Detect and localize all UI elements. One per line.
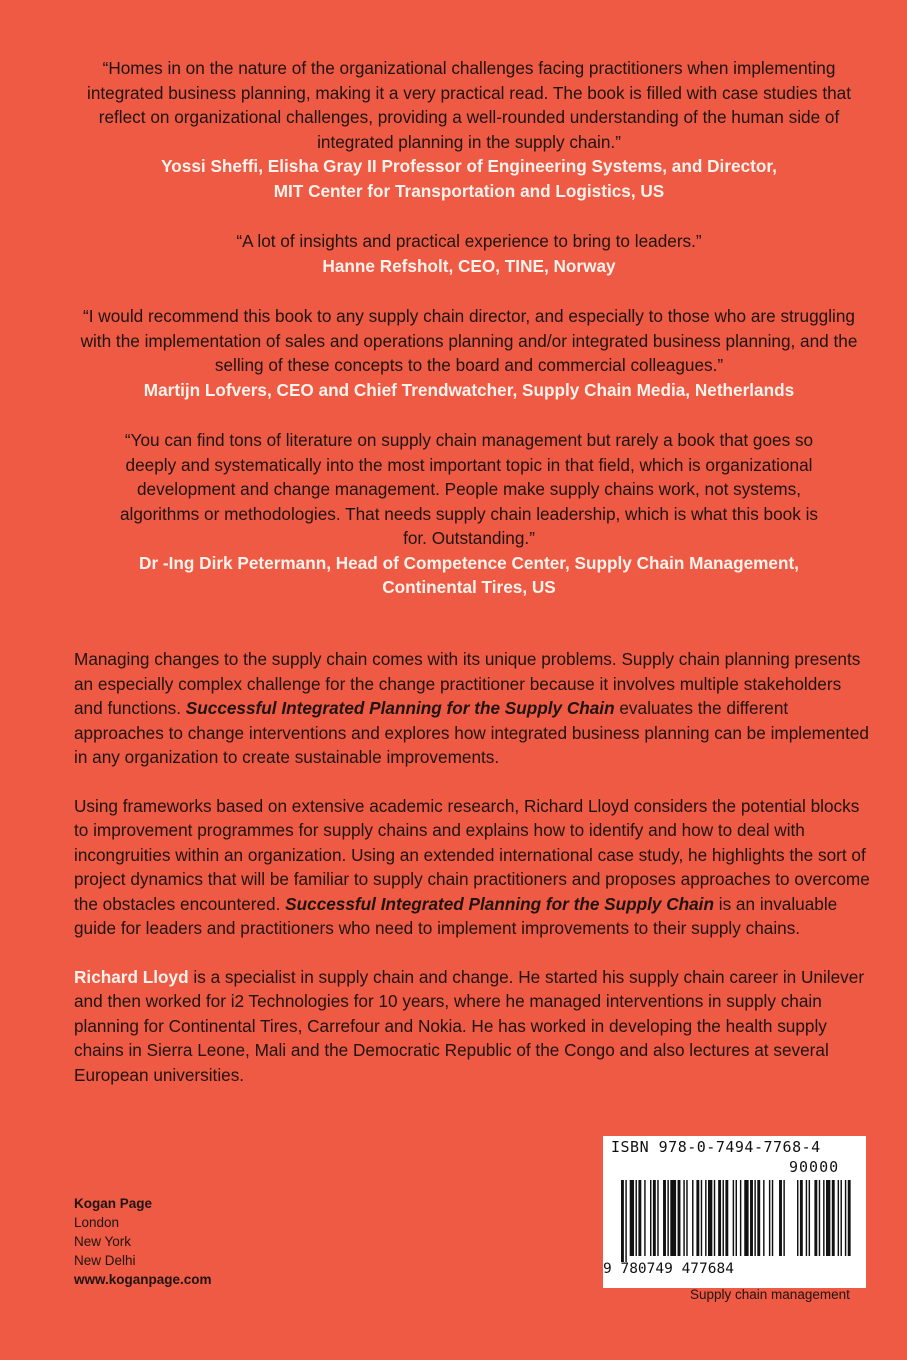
publisher-city: New Delhi — [74, 1253, 136, 1268]
book-title: Successful Integrated Planning for the Supply Chain — [185, 698, 615, 718]
endorsement — [66, 229, 872, 278]
book-title: Successful Integrated Planning for the Supply Chain — [285, 893, 714, 914]
isbn-barcode — [603, 1136, 866, 1288]
description-text: Managing changes to the supply chain comes with its unique problems. Supply chain planning presents an especially complex challenge for the change practitioner because it involves multiple stakeholders and functions. — [74, 649, 861, 718]
author-bio-text: is a specialist in supply chain and change. He started his supply chain career in Unilever and then worked for i2 Technologies for 10 years, where he managed interventions in supply chain planning for Continental Tires, Carrefour and Nokia. He has worked in developing the health supply chains in Sierra Leone, Mali and the Democratic Republic of the Congo and also lectures at several European universities. — [74, 966, 865, 1085]
endorsement-author: Dr -Ing Dirk Petermann, Head of Competence Center, Supply Chain Management, Continental Tires, US — [139, 552, 799, 597]
description-paragraph — [74, 794, 874, 941]
endorsement-text: “Homes in on the nature of the organizational challenges facing practitioners when implementing integrated business planning, making it a very practical read. The book is filled with case studies that reflect on organizational challenges, providing a well-rounded understanding of the human side of integrated planning in the supply chain.” — [87, 58, 851, 152]
endorsement-author: Martijn Lofvers, CEO and Chief Trendwatcher, Supply Chain Media, Netherlands — [143, 379, 795, 400]
subject-category: Supply chain management — [690, 1287, 850, 1302]
description-text: Using frameworks based on extensive academic research, Richard Lloyd considers the potential blocks to improvement programmes for supply chains and explains how to identify and how to deal with incongruities within an organization. Using an extended international case study, he highlights the sort of project dynamics that will be familiar to supply chain practitioners and proposes approaches to overcome the obstacles encountered. — [74, 795, 870, 914]
endorsement — [66, 56, 872, 203]
author-bio — [74, 965, 874, 1088]
barcode-bars — [611, 1180, 858, 1262]
endorsement-author: Yossi Sheffi, Elisha Gray II Professor of Engineering Systems, and Director, MIT Center for Transportation and Logistics, US — [161, 156, 777, 201]
publisher-name: Kogan Page — [74, 1196, 153, 1211]
description-paragraph — [74, 647, 874, 770]
author-name: Richard Lloyd — [74, 966, 189, 987]
publisher-website: www.koganpage.com — [74, 1272, 212, 1287]
publisher-block — [74, 1194, 212, 1289]
endorsement — [66, 428, 872, 600]
endorsement-author: Hanne Refsholt, CEO, TINE, Norway — [322, 255, 616, 276]
description-text: is an invaluable guide for leaders and practitioners who need to implement improvements to their supply chains. — [74, 893, 838, 938]
endorsements — [66, 56, 872, 626]
isbn-number: ISBN 978-0-7494-7768-4 — [611, 1138, 821, 1156]
endorsement-text: “You can find tons of literature on supply chain management but rarely a book that goes so deeply and systematically into the most important topic in that field, which is organizational development and change management. People make supply chains work, not systems, algorithms or methodologies. That needs supply chain leadership, which is what this book is for. Outstanding.” — [119, 430, 819, 548]
endorsement-text: “I would recommend this book to any supply chain director, and especially to those who are struggling with the implementation of sales and operations planning and/or integrated business planning, and the selling of these concepts to the board and commercial colleagues.” — [80, 306, 858, 375]
endorsement — [66, 304, 872, 402]
endorsement-text: “A lot of insights and practical experience to bring to leaders.” — [236, 231, 702, 251]
description-text: evaluates the different approaches to change interventions and explores how integrated business planning can be implemented in any organization to create sustainable improvements. — [74, 698, 869, 767]
ean-number: 9 780749 477684 — [603, 1261, 734, 1277]
price-code: 90000 — [789, 1158, 840, 1176]
publisher-city: New York — [74, 1234, 132, 1249]
publisher-city: London — [74, 1215, 120, 1230]
book-description — [74, 647, 874, 1111]
